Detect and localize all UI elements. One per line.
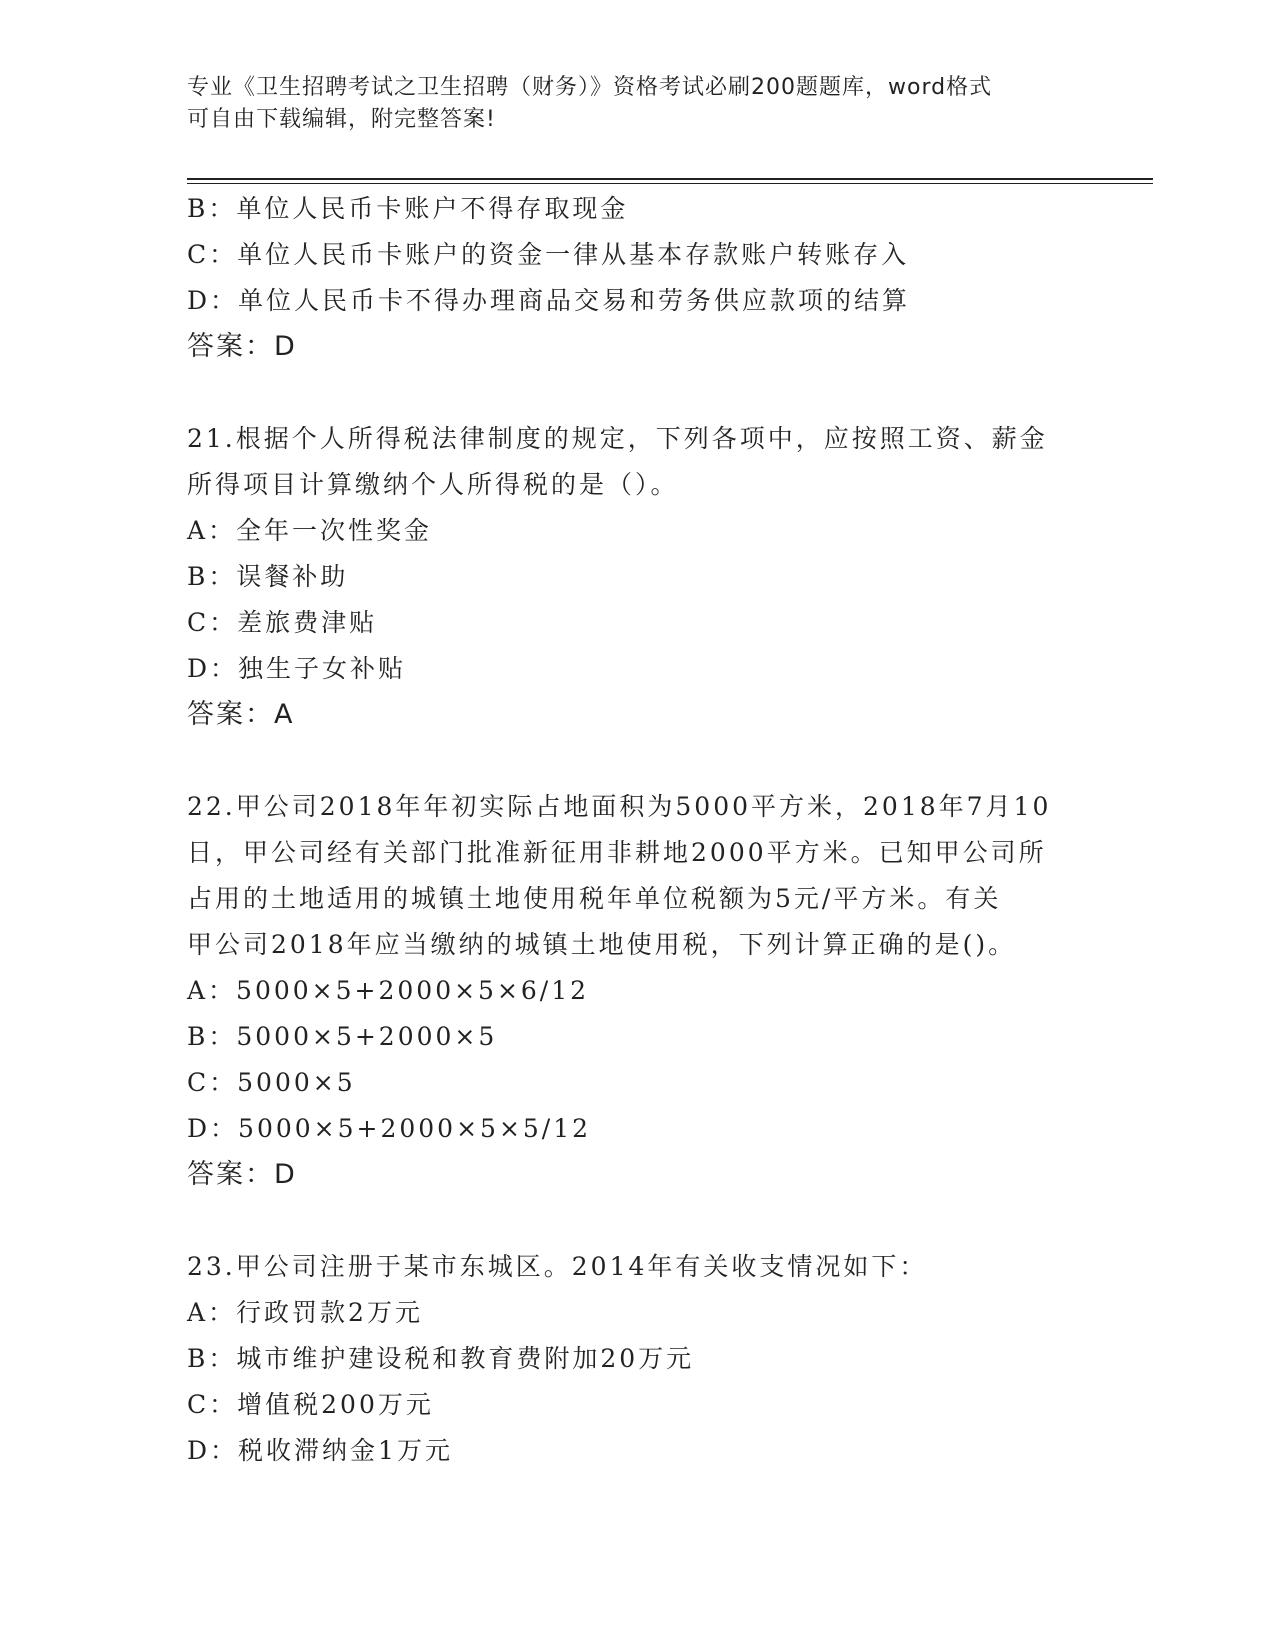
answer-line: 答案：D bbox=[187, 1159, 297, 1190]
option-d: D：独生子女补贴 bbox=[187, 654, 407, 683]
option-d: D：税收滞纳金1万元 bbox=[187, 1436, 453, 1465]
option-c: C：差旅费津贴 bbox=[187, 608, 378, 637]
option-d: D：5000×5+2000×5×5/12 bbox=[187, 1114, 592, 1143]
question-stem: 23.甲公司注册于某市东城区。2014年有关收支情况如下： bbox=[187, 1252, 928, 1281]
question-block-22 bbox=[187, 784, 1087, 1198]
answer-line: 答案：A bbox=[187, 699, 295, 730]
question-block-23 bbox=[187, 1244, 1087, 1474]
option-a: A：5000×5+2000×5×6/12 bbox=[187, 976, 590, 1005]
option-c: C：增值税200万元 bbox=[187, 1390, 434, 1419]
question-block-previous bbox=[187, 186, 1087, 370]
option-c: C：单位人民币卡账户的资金一律从基本存款账户转账存入 bbox=[187, 240, 910, 269]
document-body bbox=[187, 186, 1087, 1474]
option-b: B：误餐补助 bbox=[187, 562, 349, 591]
option-a: A：全年一次性奖金 bbox=[187, 516, 433, 545]
document-header: 专业《卫生招聘考试之卫生招聘（财务）》资格考试必刷200题题库，word格式 可自由下载编辑，附完整答案! bbox=[187, 75, 993, 132]
option-b: B：单位人民币卡账户不得存取现金 bbox=[187, 194, 629, 223]
option-b: B：5000×5+2000×5 bbox=[187, 1022, 498, 1051]
option-c: C：5000×5 bbox=[187, 1068, 356, 1097]
option-d: D：单位人民币卡不得办理商品交易和劳务供应款项的结算 bbox=[187, 286, 911, 315]
question-stem: 21.根据个人所得税法律制度的规定，下列各项中，应按照工资、薪金 所得项目计算缴纳个人所得税的是（）。 bbox=[187, 424, 1048, 499]
option-a: A：行政罚款2万元 bbox=[187, 1298, 423, 1327]
option-b: B：城市维护建设税和教育费附加20万元 bbox=[187, 1344, 695, 1373]
question-block-21 bbox=[187, 416, 1087, 738]
question-stem: 22.甲公司2018年年初实际占地面积为5000平方米，2018年7月10 日，甲公司经有关部门批准新征用非耕地2000平方米。已知甲公司所 占用的土地适用的城镇土地使用税年单位税额为5元/平方米。有关 甲公司2018年应当缴纳的城镇土地使用税，下列计算正确的是()。 bbox=[187, 792, 1052, 959]
header-divider-thin bbox=[187, 183, 1153, 184]
header-divider-thick bbox=[187, 178, 1153, 180]
answer-line: 答案：D bbox=[187, 331, 297, 362]
